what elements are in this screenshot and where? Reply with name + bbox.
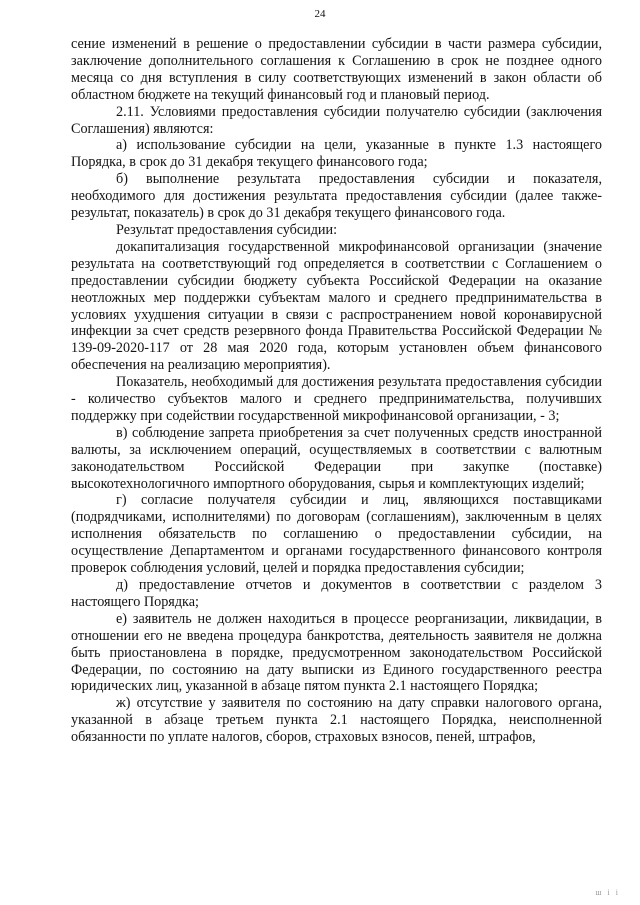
body-paragraph: е) заявитель не должен находиться в процессе реорганизации, ликвидации, в отношении его не введена процедура банкротства, деятельность заявителя не должна быть приостановлена в порядке, предусмотренном законодательством Российской Федерации, по состоянию на дату выписки из Единого государственного реестра юридических лиц, указанной в абзаце пятом пункта 2.1 настоящего Порядка;: [71, 610, 602, 695]
body-paragraph: сение изменений в решение о предоставлении субсидии в части размера субсидии, заключение дополнительного соглашения к Соглашению в срок не позднее одного месяца со дня вступления в силу соответствующих изменений в закон области об областном бюджете на текущий финансовый год и плановый период.: [71, 36, 602, 103]
scan-corner-mark: ш і і: [595, 888, 620, 897]
body-paragraph: а) использование субсидии на цели, указанные в пункте 1.3 настоящего Порядка, в срок до 31 декабря текущего финансового года;: [71, 137, 602, 171]
body-paragraph: 2.11. Условиями предоставления субсидии получателю субсидии (заключения Соглашения) являются:: [71, 103, 602, 137]
body-paragraph: Результат предоставления субсидии:: [116, 221, 338, 238]
body-paragraph: ж) отсутствие у заявителя по состоянию на дату справки налогового органа, указанной в абзаце третьем пункта 2.1 настоящего Порядка, неисполненной обязанности по уплате налогов, сборов, страховых взносов, пеней, штрафов,: [71, 695, 602, 746]
body-paragraph: Показатель, необходимый для достижения результата предоставления субсидии - количество субъектов малого и среднего предпринимательства, получивших поддержку при содействии государственной микрофинансовой организации, - 3;: [71, 374, 602, 424]
body-paragraph: докапитализация государственной микрофинансовой организации (значение результата на соответствующий год определяется в соответствии с Соглашением о предоставлении субсидии бюджету субъекта Российской Федерации на оказание неотложных мер поддержки субъектам малого и среднего предпринимательства в условиях ухудшения ситуации в связи с распространением новой коронавирусной инфекции за счет средств резервного фонда Правительства Российской Федерации № 139-09-2020-117 от 28 мая 2020 года, которым установлен объем финансового обеспечения на реализацию мероприятия).: [71, 238, 602, 374]
body-paragraph: д) предоставление отчетов и документов в соответствии с разделом 3 настоящего Порядка;: [71, 577, 602, 610]
body-paragraph: б) выполнение результата предоставления субсидии и показателя, необходимого для достижения результата предоставления субсидии (далее также- результат, показатель) в срок до 31 декабря текущего финансового года.: [71, 171, 602, 222]
page-number: 24: [314, 8, 326, 20]
document-body: [71, 36, 602, 746]
body-paragraph: г) согласие получателя субсидии и лиц, являющихся поставщиками (подрядчиками, исполнителями) по договорам (соглашениям), заключенным в целях исполнения обязательств по соглашению о предоставлении субсидии, на осуществление Департаментом и органами государственного финансового контроля проверок соблюдения условий, целей и порядка предоставления субсидии;: [71, 492, 602, 577]
body-paragraph: в) соблюдение запрета приобретения за счет полученных средств иностранной валюты, за исключением операций, осуществляемых в соответствии с валютным законодательством Российской Федерации при закупке (поставке) высокотехнологичного импортного оборудования, сырья и комплектующих изделий;: [71, 424, 602, 492]
